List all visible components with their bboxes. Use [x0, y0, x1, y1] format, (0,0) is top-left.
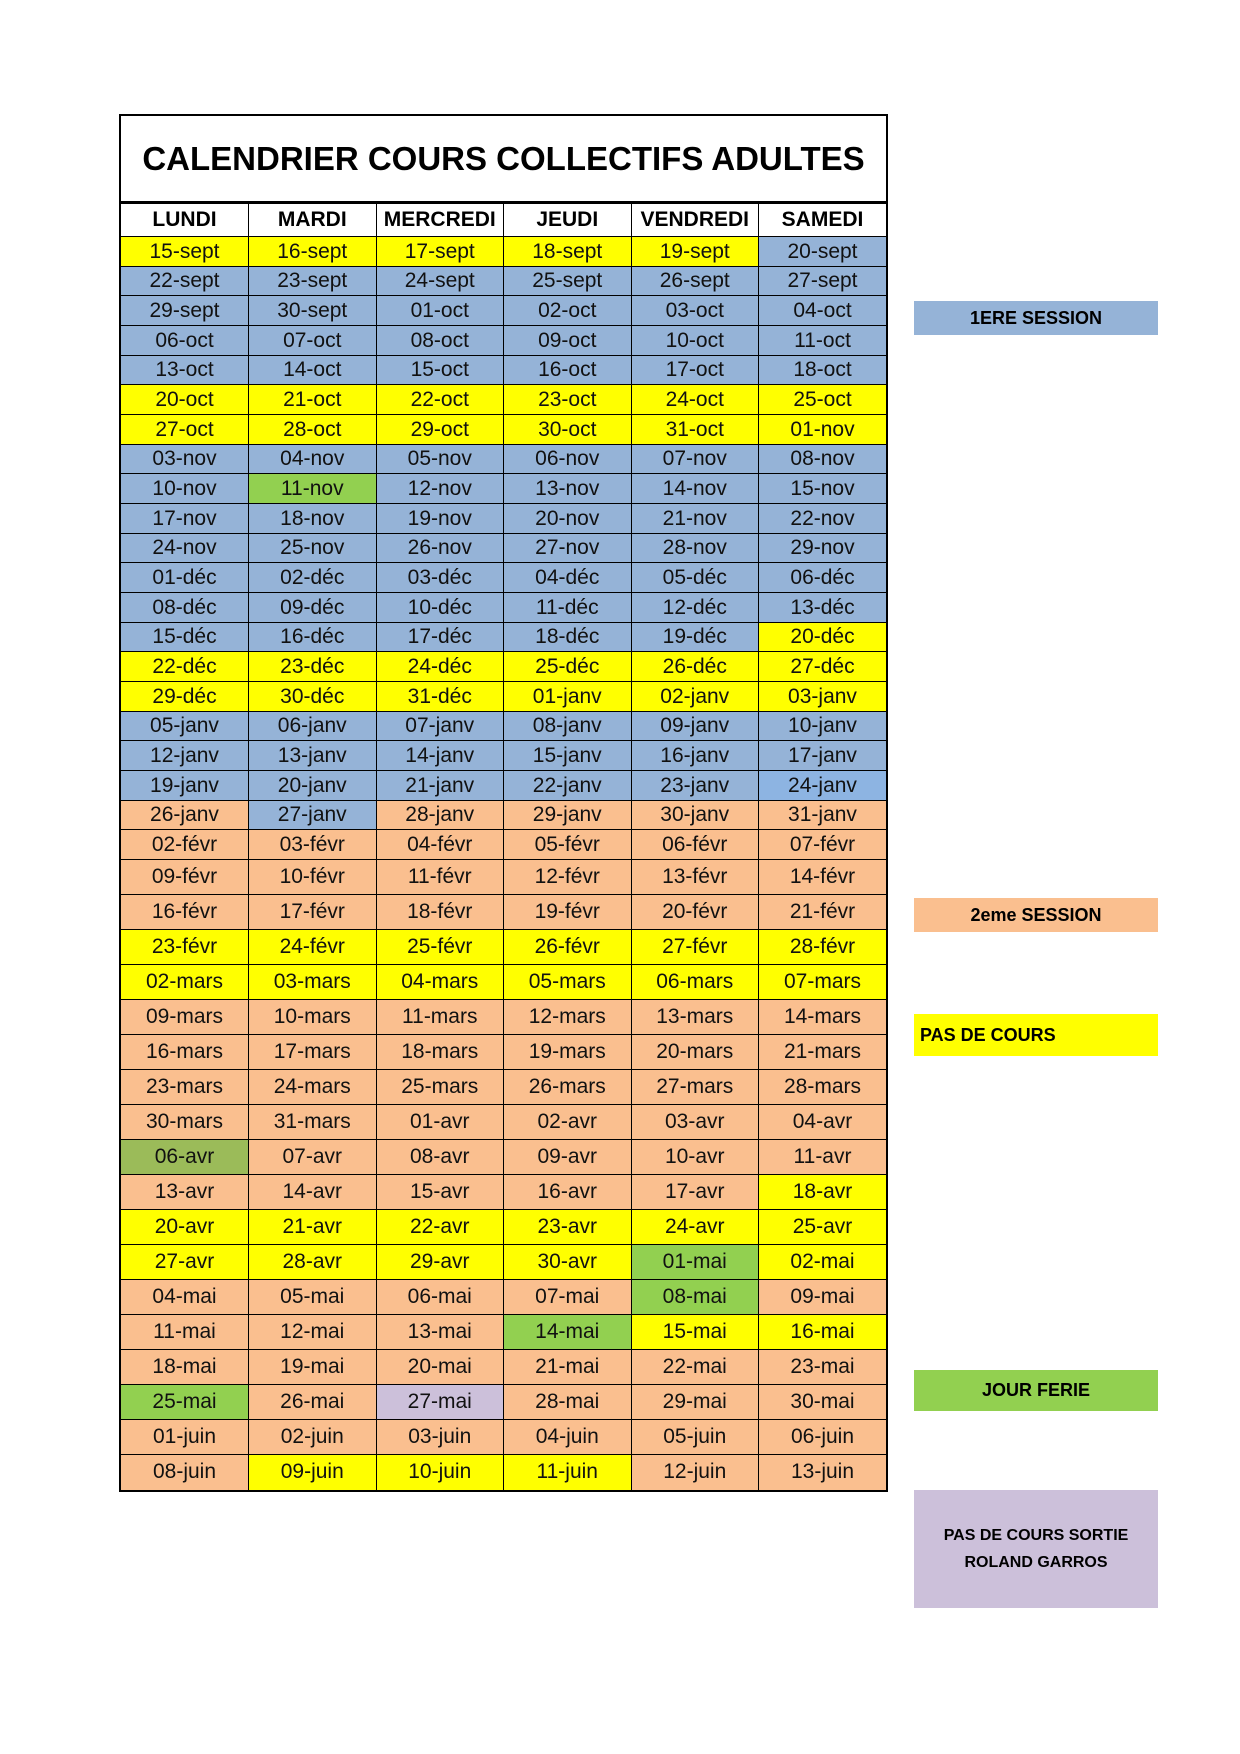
date-cell: 13-mai [376, 1315, 504, 1350]
legend-pas-de-cours: PAS DE COURS [914, 1014, 1158, 1056]
date-cell: 10-oct [631, 326, 759, 356]
date-cell: 02-févr [121, 830, 249, 860]
date-cell: 06-févr [631, 830, 759, 860]
date-cell: 23-janv [631, 771, 759, 801]
weekday-header-row [121, 204, 886, 237]
date-cell: 02-juin [249, 1420, 377, 1455]
date-cell: 29-oct [376, 415, 504, 445]
date-cell: 03-mars [249, 965, 377, 1000]
date-cell: 06-nov [504, 445, 632, 474]
legend-1ere-session: 1ERE SESSION [914, 301, 1158, 335]
date-cell: 22-mai [631, 1350, 759, 1385]
week-row [121, 652, 886, 682]
date-cell: 26-mars [504, 1070, 632, 1105]
date-cell: 27-nov [504, 534, 632, 563]
date-cell: 13-mars [631, 1000, 759, 1035]
date-cell: 25-sept [504, 267, 632, 296]
date-cell: 11-oct [759, 326, 887, 356]
date-cell: 26-déc [631, 652, 759, 682]
date-cell: 06-mai [376, 1280, 504, 1315]
date-cell: 04-oct [759, 296, 887, 326]
date-cell: 05-juin [631, 1420, 759, 1455]
date-cell: 28-févr [759, 930, 887, 965]
date-cell: 11-mars [376, 1000, 504, 1035]
date-cell: 07-janv [376, 712, 504, 741]
date-cell: 07-avr [249, 1140, 377, 1175]
date-cell: 06-juin [759, 1420, 887, 1455]
date-cell: 19-nov [376, 504, 504, 534]
date-cell: 24-avr [631, 1210, 759, 1245]
date-cell: 28-mai [504, 1385, 632, 1420]
date-cell: 04-févr [376, 830, 504, 860]
date-cell: 11-juin [504, 1455, 632, 1490]
date-cell: 29-avr [376, 1245, 504, 1280]
date-cell: 22-oct [376, 385, 504, 415]
date-cell: 30-sept [249, 296, 377, 326]
week-row [121, 385, 886, 415]
date-cell: 17-nov [121, 504, 249, 534]
date-cell: 05-mars [504, 965, 632, 1000]
date-cell: 11-déc [504, 593, 632, 623]
date-cell: 16-mai [759, 1315, 887, 1350]
week-row [121, 1280, 886, 1315]
header-mercredi: MERCREDI [376, 204, 504, 237]
date-cell: 24-sept [376, 267, 504, 296]
date-cell: 03-avr [631, 1105, 759, 1140]
week-row [121, 1455, 886, 1490]
date-cell: 16-avr [504, 1175, 632, 1210]
week-row [121, 895, 886, 930]
date-cell: 22-avr [376, 1210, 504, 1245]
date-cell: 20-mars [631, 1035, 759, 1070]
week-row [121, 534, 886, 563]
date-cell: 28-oct [249, 415, 377, 445]
week-row [121, 563, 886, 593]
date-cell: 05-nov [376, 445, 504, 474]
date-cell: 08-avr [376, 1140, 504, 1175]
date-cell: 19-mai [249, 1350, 377, 1385]
date-cell: 10-nov [121, 474, 249, 504]
week-row [121, 237, 886, 267]
date-cell: 26-sept [631, 267, 759, 296]
date-cell: 16-mars [121, 1035, 249, 1070]
date-cell: 04-juin [504, 1420, 632, 1455]
date-cell: 21-janv [376, 771, 504, 801]
date-cell: 03-déc [376, 563, 504, 593]
week-row [121, 830, 886, 860]
date-cell: 23-sept [249, 267, 377, 296]
date-cell: 13-oct [121, 356, 249, 385]
date-cell: 09-juin [249, 1455, 377, 1490]
date-cell: 20-oct [121, 385, 249, 415]
date-cell: 20-févr [631, 895, 759, 930]
week-row [121, 593, 886, 623]
date-cell: 27-janv [249, 801, 377, 830]
date-cell: 27-oct [121, 415, 249, 445]
date-cell: 10-déc [376, 593, 504, 623]
date-cell: 03-nov [121, 445, 249, 474]
date-cell: 14-févr [759, 860, 887, 895]
date-cell: 01-oct [376, 296, 504, 326]
date-cell: 07-oct [249, 326, 377, 356]
week-row [121, 801, 886, 830]
week-row [121, 1035, 886, 1070]
header-mardi: MARDI [249, 204, 377, 237]
date-cell: 27-déc [759, 652, 887, 682]
date-cell: 09-mars [121, 1000, 249, 1035]
date-cell: 21-oct [249, 385, 377, 415]
date-cell: 14-oct [249, 356, 377, 385]
date-cell: 24-janv [759, 771, 887, 801]
week-row [121, 1070, 886, 1105]
week-row [121, 296, 886, 326]
date-cell: 25-avr [759, 1210, 887, 1245]
date-cell: 01-avr [376, 1105, 504, 1140]
date-cell: 28-janv [376, 801, 504, 830]
legend-2eme-session: 2eme SESSION [914, 898, 1158, 932]
date-cell: 17-oct [631, 356, 759, 385]
week-row [121, 965, 886, 1000]
date-cell: 01-mai [631, 1245, 759, 1280]
date-cell: 30-avr [504, 1245, 632, 1280]
date-cell: 19-févr [504, 895, 632, 930]
date-cell: 14-janv [376, 741, 504, 771]
date-cell: 15-janv [504, 741, 632, 771]
date-cell: 04-nov [249, 445, 377, 474]
date-cell: 08-juin [121, 1455, 249, 1490]
week-row [121, 1420, 886, 1455]
date-cell: 02-avr [504, 1105, 632, 1140]
date-cell: 03-juin [376, 1420, 504, 1455]
date-cell: 12-janv [121, 741, 249, 771]
date-cell: 24-déc [376, 652, 504, 682]
date-cell: 22-nov [759, 504, 887, 534]
date-cell: 16-févr [121, 895, 249, 930]
date-cell: 30-déc [249, 682, 377, 712]
week-row [121, 356, 886, 385]
date-cell: 06-janv [249, 712, 377, 741]
date-cell: 24-oct [631, 385, 759, 415]
date-cell: 05-janv [121, 712, 249, 741]
date-cell: 18-févr [376, 895, 504, 930]
date-cell: 18-avr [759, 1175, 887, 1210]
date-cell: 05-févr [504, 830, 632, 860]
date-cell: 08-oct [376, 326, 504, 356]
date-cell: 25-déc [504, 652, 632, 682]
date-cell: 14-mai [504, 1315, 632, 1350]
date-cell: 17-avr [631, 1175, 759, 1210]
date-cell: 12-mai [249, 1315, 377, 1350]
week-row [121, 860, 886, 895]
week-row [121, 1140, 886, 1175]
date-cell: 13-juin [759, 1455, 887, 1490]
date-cell: 11-avr [759, 1140, 887, 1175]
date-cell: 28-mars [759, 1070, 887, 1105]
date-cell: 11-nov [249, 474, 377, 504]
date-cell: 30-janv [631, 801, 759, 830]
week-row [121, 415, 886, 445]
date-cell: 03-févr [249, 830, 377, 860]
date-cell: 07-févr [759, 830, 887, 860]
date-cell: 26-févr [504, 930, 632, 965]
date-cell: 01-déc [121, 563, 249, 593]
date-cell: 27-févr [631, 930, 759, 965]
date-cell: 21-nov [631, 504, 759, 534]
date-cell: 12-déc [631, 593, 759, 623]
week-row [121, 771, 886, 801]
date-cell: 16-sept [249, 237, 377, 267]
date-cell: 01-janv [504, 682, 632, 712]
date-cell: 29-mai [631, 1385, 759, 1420]
date-cell: 06-mars [631, 965, 759, 1000]
date-cell: 24-févr [249, 930, 377, 965]
week-row [121, 712, 886, 741]
date-cell: 21-févr [759, 895, 887, 930]
date-cell: 10-avr [631, 1140, 759, 1175]
date-cell: 04-avr [759, 1105, 887, 1140]
date-cell: 30-mai [759, 1385, 887, 1420]
date-cell: 07-mai [504, 1280, 632, 1315]
date-cell: 19-déc [631, 623, 759, 652]
date-cell: 09-déc [249, 593, 377, 623]
date-cell: 31-oct [631, 415, 759, 445]
date-cell: 09-févr [121, 860, 249, 895]
date-cell: 02-janv [631, 682, 759, 712]
date-cell: 23-mai [759, 1350, 887, 1385]
date-cell: 15-déc [121, 623, 249, 652]
date-cell: 18-sept [504, 237, 632, 267]
date-cell: 08-nov [759, 445, 887, 474]
date-cell: 15-nov [759, 474, 887, 504]
date-cell: 12-mars [504, 1000, 632, 1035]
date-cell: 02-mai [759, 1245, 887, 1280]
date-cell: 16-oct [504, 356, 632, 385]
date-cell: 29-nov [759, 534, 887, 563]
date-cell: 26-janv [121, 801, 249, 830]
date-cell: 14-nov [631, 474, 759, 504]
date-cell: 26-mai [249, 1385, 377, 1420]
date-cell: 27-mai [376, 1385, 504, 1420]
date-cell: 30-mars [121, 1105, 249, 1140]
date-cell: 25-févr [376, 930, 504, 965]
date-cell: 04-mars [376, 965, 504, 1000]
date-cell: 11-mai [121, 1315, 249, 1350]
date-cell: 11-févr [376, 860, 504, 895]
date-cell: 25-mars [376, 1070, 504, 1105]
week-row [121, 1315, 886, 1350]
date-cell: 31-déc [376, 682, 504, 712]
date-cell: 20-mai [376, 1350, 504, 1385]
date-cell: 25-nov [249, 534, 377, 563]
date-cell: 29-sept [121, 296, 249, 326]
date-cell: 07-mars [759, 965, 887, 1000]
header-vendredi: VENDREDI [631, 204, 759, 237]
date-cell: 06-déc [759, 563, 887, 593]
date-cell: 12-nov [376, 474, 504, 504]
date-cell: 16-janv [631, 741, 759, 771]
legend-roland-garros [914, 1490, 1158, 1608]
week-row [121, 1105, 886, 1140]
date-cell: 31-janv [759, 801, 887, 830]
date-cell: 23-déc [249, 652, 377, 682]
date-cell: 06-oct [121, 326, 249, 356]
date-cell: 09-mai [759, 1280, 887, 1315]
date-cell: 05-mai [249, 1280, 377, 1315]
date-cell: 18-déc [504, 623, 632, 652]
date-cell: 16-déc [249, 623, 377, 652]
week-row [121, 1350, 886, 1385]
date-cell: 17-févr [249, 895, 377, 930]
date-cell: 17-sept [376, 237, 504, 267]
date-cell: 28-nov [631, 534, 759, 563]
date-cell: 13-nov [504, 474, 632, 504]
date-cell: 09-janv [631, 712, 759, 741]
date-cell: 25-mai [121, 1385, 249, 1420]
date-cell: 22-déc [121, 652, 249, 682]
header-samedi: SAMEDI [759, 204, 887, 237]
date-cell: 08-janv [504, 712, 632, 741]
date-cell: 21-mai [504, 1350, 632, 1385]
date-cell: 31-mars [249, 1105, 377, 1140]
date-cell: 23-févr [121, 930, 249, 965]
date-cell: 13-déc [759, 593, 887, 623]
week-row [121, 474, 886, 504]
date-cell: 17-mars [249, 1035, 377, 1070]
date-cell: 27-sept [759, 267, 887, 296]
date-cell: 15-oct [376, 356, 504, 385]
date-cell: 09-oct [504, 326, 632, 356]
week-row [121, 326, 886, 356]
page-title: CALENDRIER COURS COLLECTIFS ADULTES [121, 116, 886, 203]
date-cell: 02-déc [249, 563, 377, 593]
date-cell: 18-mars [376, 1035, 504, 1070]
date-cell: 15-sept [121, 237, 249, 267]
date-cell: 21-mars [759, 1035, 887, 1070]
week-row [121, 1210, 886, 1245]
date-cell: 20-déc [759, 623, 887, 652]
legend-jour-ferie: JOUR FERIE [914, 1370, 1158, 1411]
date-cell: 27-avr [121, 1245, 249, 1280]
date-cell: 18-nov [249, 504, 377, 534]
date-cell: 25-oct [759, 385, 887, 415]
date-cell: 26-nov [376, 534, 504, 563]
date-cell: 15-mai [631, 1315, 759, 1350]
week-row [121, 504, 886, 534]
date-cell: 22-janv [504, 771, 632, 801]
header-lundi: LUNDI [121, 204, 249, 237]
date-cell: 10-janv [759, 712, 887, 741]
date-cell: 20-nov [504, 504, 632, 534]
date-cell: 02-mars [121, 965, 249, 1000]
date-cell: 14-avr [249, 1175, 377, 1210]
date-cell: 13-avr [121, 1175, 249, 1210]
date-cell: 12-févr [504, 860, 632, 895]
date-cell: 17-janv [759, 741, 887, 771]
date-cell: 27-mars [631, 1070, 759, 1105]
date-cell: 29-déc [121, 682, 249, 712]
week-row [121, 1245, 886, 1280]
date-cell: 01-nov [759, 415, 887, 445]
date-cell: 17-déc [376, 623, 504, 652]
week-row [121, 682, 886, 712]
date-cell: 24-mars [249, 1070, 377, 1105]
week-row [121, 1175, 886, 1210]
date-cell: 23-avr [504, 1210, 632, 1245]
date-cell: 18-mai [121, 1350, 249, 1385]
date-cell: 23-mars [121, 1070, 249, 1105]
date-cell: 23-oct [504, 385, 632, 415]
week-row [121, 623, 886, 652]
week-row [121, 930, 886, 965]
week-row [121, 1385, 886, 1420]
date-cell: 05-déc [631, 563, 759, 593]
date-cell: 08-mai [631, 1280, 759, 1315]
date-cell: 04-mai [121, 1280, 249, 1315]
schedule-grid [121, 203, 886, 1490]
date-cell: 24-nov [121, 534, 249, 563]
date-cell: 06-avr [121, 1140, 249, 1175]
legend-roland-garros-label: PAS DE COURS SORTIE ROLAND GARROS [943, 1527, 1129, 1571]
date-cell: 09-avr [504, 1140, 632, 1175]
week-row [121, 267, 886, 296]
calendar-table [119, 114, 888, 1492]
date-cell: 20-sept [759, 237, 887, 267]
date-cell: 10-juin [376, 1455, 504, 1490]
date-cell: 15-avr [376, 1175, 504, 1210]
date-cell: 19-mars [504, 1035, 632, 1070]
date-cell: 19-sept [631, 237, 759, 267]
week-row [121, 445, 886, 474]
date-cell: 14-mars [759, 1000, 887, 1035]
date-cell: 03-janv [759, 682, 887, 712]
date-cell: 07-nov [631, 445, 759, 474]
date-cell: 10-mars [249, 1000, 377, 1035]
date-cell: 01-juin [121, 1420, 249, 1455]
date-cell: 20-janv [249, 771, 377, 801]
date-cell: 08-déc [121, 593, 249, 623]
date-cell: 18-oct [759, 356, 887, 385]
date-cell: 21-avr [249, 1210, 377, 1245]
date-cell: 29-janv [504, 801, 632, 830]
date-cell: 12-juin [631, 1455, 759, 1490]
date-cell: 22-sept [121, 267, 249, 296]
week-row [121, 741, 886, 771]
header-jeudi: JEUDI [504, 204, 632, 237]
date-cell: 20-avr [121, 1210, 249, 1245]
date-cell: 04-déc [504, 563, 632, 593]
date-cell: 19-janv [121, 771, 249, 801]
date-cell: 13-févr [631, 860, 759, 895]
week-row [121, 1000, 886, 1035]
date-cell: 02-oct [504, 296, 632, 326]
date-cell: 03-oct [631, 296, 759, 326]
date-cell: 28-avr [249, 1245, 377, 1280]
date-cell: 30-oct [504, 415, 632, 445]
date-cell: 10-févr [249, 860, 377, 895]
date-cell: 13-janv [249, 741, 377, 771]
